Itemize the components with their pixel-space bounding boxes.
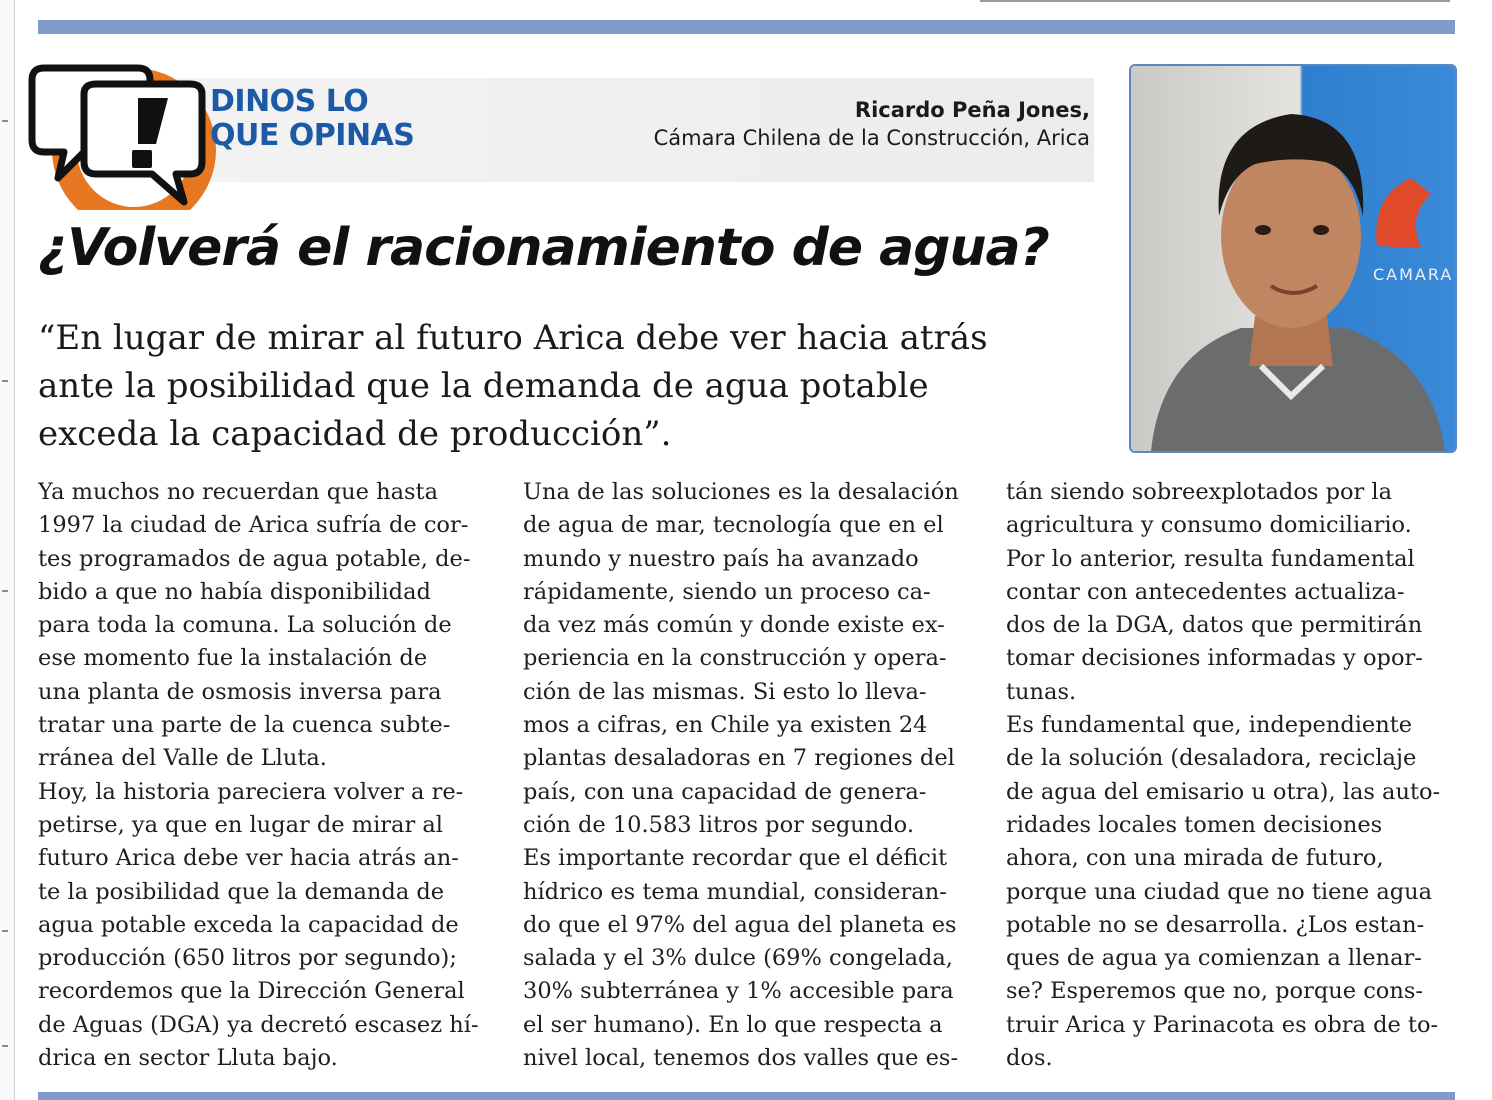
body-line: rápidamente, siendo un proceso ca- — [523, 578, 931, 605]
body-line: producción (650 litros por segundo); — [38, 945, 457, 972]
body-line: Por lo anterior, resulta fundamental — [1006, 545, 1415, 572]
body-line: salada y el 3% dulce (69% congelada, — [523, 945, 953, 972]
body-line: de agua de mar, tecnología que en el — [523, 512, 944, 539]
author-name: Ricardo Peña Jones, — [854, 98, 1090, 122]
body-line: Ya muchos no recuerdan que hasta — [38, 479, 438, 505]
pull-quote-line: “En lugar de mirar al futuro Arica debe ver hacia atrás — [38, 318, 988, 358]
body-line: tunas. — [1006, 678, 1077, 705]
body-line: Hoy, la historia pareciera volver a re- — [38, 778, 464, 805]
body-line: tán siendo sobreexplotados por la — [1006, 479, 1393, 505]
backdrop-logo-text: CAMARA — [1373, 265, 1454, 284]
body-line: tomar decisiones informadas y opor- — [1006, 645, 1423, 672]
body-line: el ser humano). En lo que respecta a — [523, 1011, 943, 1038]
gutter-tick — [2, 930, 8, 932]
body-line: ques de agua ya comienzan a llenar- — [1006, 945, 1422, 972]
body-line: periencia en la construcción y opera- — [523, 645, 947, 672]
body-line: ese momento fue la instalación de — [38, 645, 428, 672]
body-line: tratar una parte de la cuenca subte- — [38, 712, 451, 739]
body-line: rránea del Valle de Lluta. — [38, 745, 327, 772]
body-line: nivel local, tenemos dos valles que es- — [523, 1045, 959, 1072]
body-line: petirse, ya que en lugar de mirar al — [38, 811, 443, 838]
body-column-2 — [523, 476, 973, 1075]
body-line: 1997 la ciudad de Arica sufría de cor- — [38, 512, 469, 539]
body-line: agricultura y consumo domiciliario. — [1006, 512, 1412, 539]
body-line: truir Arica y Parinacota es obra de to- — [1006, 1011, 1439, 1038]
body-line: de la solución (desaladora, reciclaje — [1006, 745, 1417, 772]
body-line: ahora, con una mirada de futuro, — [1006, 845, 1384, 872]
body-line: mos a cifras, en Chile ya existen 24 — [523, 712, 928, 739]
body-line: Es fundamental que, independiente — [1006, 712, 1413, 739]
pull-quote-line: exceda la capacidad de producción”. — [38, 414, 672, 454]
byline — [654, 96, 1090, 152]
body-line: ción de las mismas. Si esto lo lleva- — [523, 678, 927, 705]
body-line: de Aguas (DGA) ya decretó escasez hí- — [38, 1011, 479, 1038]
body-line: tes programados de agua potable, de- — [38, 545, 471, 572]
body-line: Una de las soluciones es la desalación — [523, 479, 959, 505]
exclamation-speech-bubbles-icon — [26, 40, 236, 210]
body-line: mundo y nuestro país ha avanzado — [523, 545, 919, 572]
body-line: Es importante recordar que el déficit — [523, 845, 948, 872]
body-column-1 — [38, 476, 488, 1075]
body-line: país, con una capacidad de genera- — [523, 778, 927, 805]
body-line: do que el 97% del agua del planeta es — [523, 911, 957, 938]
body-column-3 — [1006, 476, 1456, 1075]
page-gutter — [0, 0, 15, 1100]
pull-quote-line: ante la posibilidad que la demanda de agua potable — [38, 366, 929, 406]
body-line: drica en sector Lluta bajo. — [38, 1045, 338, 1072]
body-line: potable no se desarrolla. ¿Los estan- — [1006, 911, 1425, 938]
top-rule — [38, 20, 1455, 34]
section-label-line-1: DINOS LO — [210, 84, 369, 119]
body-line: 30% subterránea y 1% accesible para — [523, 978, 954, 1005]
headline: ¿Volverá el racionamiento de agua? — [38, 218, 1049, 278]
author-photo — [1129, 64, 1457, 453]
pull-quote — [38, 314, 1048, 458]
gutter-tick — [2, 380, 8, 382]
body-line: agua potable exceda la capacidad de — [38, 911, 459, 938]
adjacent-page-edge — [980, 0, 1450, 2]
gutter-tick — [2, 1045, 8, 1047]
section-label-line-2: QUE OPINAS — [210, 118, 415, 153]
body-line: futuro Arica debe ver hacia atrás an- — [38, 845, 459, 872]
body-line: ridades locales tomen decisiones — [1006, 811, 1383, 838]
body-line: bido a que no había disponibilidad — [38, 578, 431, 605]
body-line: porque una ciudad que no tiene agua — [1006, 878, 1433, 905]
body-line: para toda la comuna. La solución de — [38, 612, 452, 639]
body-line: recordemos que la Dirección General — [38, 978, 465, 1005]
body-line: hídrico es tema mundial, consideran- — [523, 878, 947, 905]
body-line: se? Esperemos que no, porque cons- — [1006, 978, 1423, 1005]
author-organization: Cámara Chilena de la Construcción, Arica — [653, 126, 1090, 150]
section-label — [210, 85, 414, 153]
body-line: de agua del emisario u otra), las auto- — [1006, 778, 1441, 805]
gutter-tick — [2, 590, 8, 592]
body-line: te la posibilidad que la demanda de — [38, 878, 445, 905]
body-line: una planta de osmosis inversa para — [38, 678, 442, 705]
bottom-rule — [38, 1092, 1455, 1100]
body-line: contar con antecedentes actualiza- — [1006, 578, 1405, 605]
body-line: dos de la DGA, datos que permitirán — [1006, 612, 1423, 639]
body-line: ción de 10.583 litros por segundo. — [523, 811, 914, 838]
body-line: dos. — [1006, 1045, 1053, 1072]
body-line: da vez más común y donde existe ex- — [523, 612, 945, 639]
gutter-tick — [2, 120, 8, 122]
body-line: plantas desaladoras en 7 regiones del — [523, 745, 955, 772]
